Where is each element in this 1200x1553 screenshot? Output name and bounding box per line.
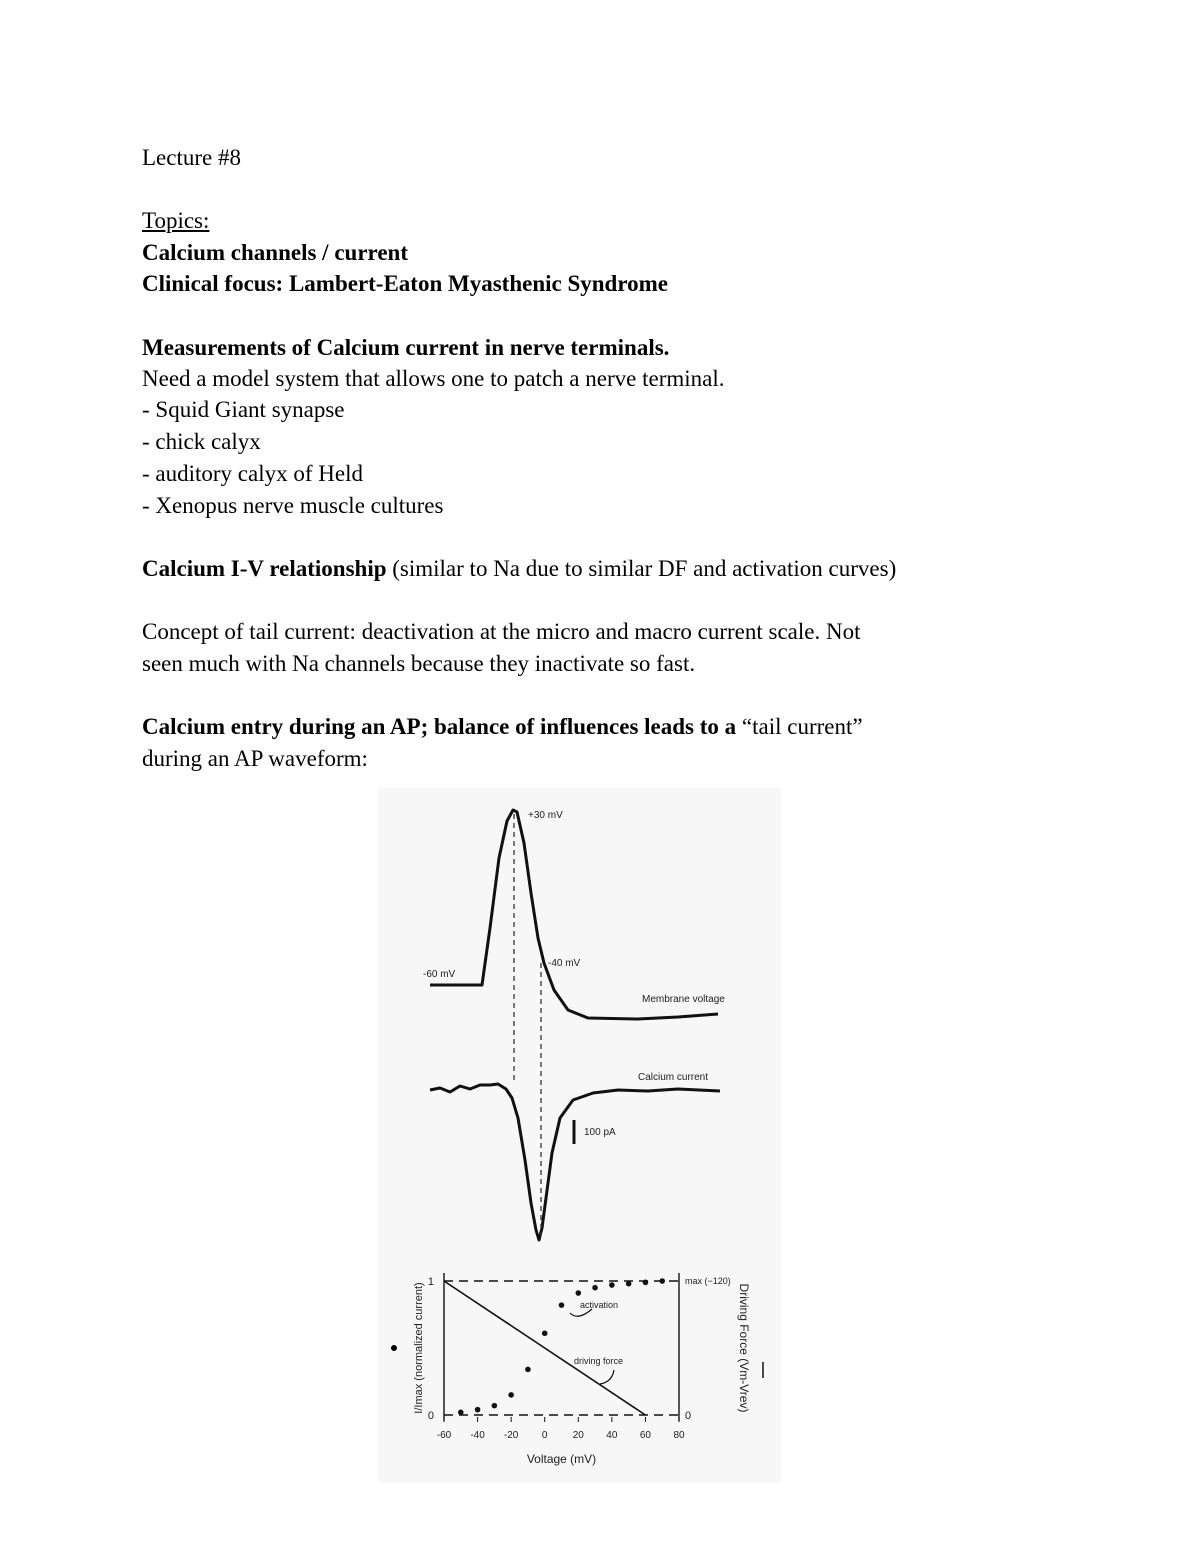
x-tick-label: -40 <box>470 1430 485 1441</box>
y-axis-label: I/Imax (normalized current) <box>413 1282 425 1414</box>
lecture-title: Lecture #8 <box>142 145 241 170</box>
figure-svg <box>378 788 781 1483</box>
mid-label: -40 mV <box>548 958 581 969</box>
list-item: - Xenopus nerve muscle cultures <box>142 493 444 518</box>
paragraph-line: Need a model system that allows one to patch a nerve terminal. <box>142 366 725 391</box>
y-tick-label: 1 <box>427 1276 434 1288</box>
y2-tick-label: 0 <box>685 1410 692 1422</box>
entry-bold: Calcium entry during an AP; balance of influences leads to a <box>142 714 742 739</box>
list-item: - chick calyx <box>142 429 261 454</box>
activation-point <box>659 1278 665 1284</box>
x-tick-label: 80 <box>673 1430 685 1441</box>
activation-point <box>525 1367 531 1373</box>
list-item: - auditory calyx of Held <box>142 461 363 486</box>
driving-force-label: driving force <box>574 1356 624 1366</box>
activation-point <box>508 1392 514 1398</box>
iv-bold: Calcium I-V relationship <box>142 556 387 581</box>
paragraph-line: Concept of tail current: deactivation at the micro and macro current scale. Not <box>142 619 861 644</box>
entry-paragraph <box>142 713 863 741</box>
entry-rest: “tail current” <box>741 714 863 739</box>
activation-point <box>643 1280 649 1286</box>
activation-point <box>492 1403 498 1409</box>
rest-label: -60 mV <box>423 969 456 980</box>
voltage-trace-label: Membrane voltage <box>642 994 725 1005</box>
topic-item: Clinical focus: Lambert-Eaton Myasthenic Syndrome <box>142 271 669 296</box>
x-tick-label: -20 <box>503 1430 519 1441</box>
topic-item: Calcium channels / current <box>142 240 408 265</box>
y2-tick-label: max (−120) <box>685 1276 731 1286</box>
activation-point <box>609 1282 615 1288</box>
x-tick-label: 20 <box>572 1430 584 1441</box>
stray-dot <box>391 1345 397 1351</box>
iv-rest: (similar to Na due to similar DF and activation curves) <box>386 556 897 581</box>
activation-point <box>626 1281 632 1287</box>
x-tick-label: 40 <box>606 1430 618 1441</box>
membrane-voltage-trace <box>430 810 718 1019</box>
section-heading: Measurements of Calcium current in nerve terminals. <box>142 335 670 360</box>
iv-chart <box>413 1273 763 1466</box>
scanned-figure <box>378 788 781 1483</box>
activation-point <box>592 1285 598 1291</box>
x-tick-label: -60 <box>436 1430 452 1441</box>
current-trace-label: Calcium current <box>638 1072 709 1083</box>
activation-label: activation <box>580 1300 619 1310</box>
activation-point <box>475 1407 481 1413</box>
activation-point <box>458 1410 464 1416</box>
x-tick-label: 60 <box>639 1430 651 1441</box>
activation-point <box>559 1302 565 1308</box>
calcium-current-trace <box>430 1084 720 1240</box>
activation-point <box>575 1290 581 1296</box>
x-tick-label: 0 <box>541 1430 548 1441</box>
y-tick-label: 0 <box>427 1410 434 1422</box>
peak-label: +30 mV <box>528 810 563 821</box>
scale-bar-label: 100 pA <box>584 1127 616 1138</box>
activation-point <box>542 1330 548 1336</box>
iv-paragraph <box>142 555 896 583</box>
activation-arrow <box>570 1309 592 1316</box>
driving-force-arrow <box>600 1370 614 1384</box>
y2-axis-label: Driving Force (Vm-Vrev) <box>737 1283 751 1413</box>
topics-label: Topics: <box>142 208 210 233</box>
paragraph-line: during an AP waveform: <box>142 746 368 771</box>
x-axis-label: Voltage (mV) <box>526 1452 597 1466</box>
paragraph-line: seen much with Na channels because they inactivate so fast. <box>142 651 696 676</box>
list-item: - Squid Giant synapse <box>142 397 345 422</box>
